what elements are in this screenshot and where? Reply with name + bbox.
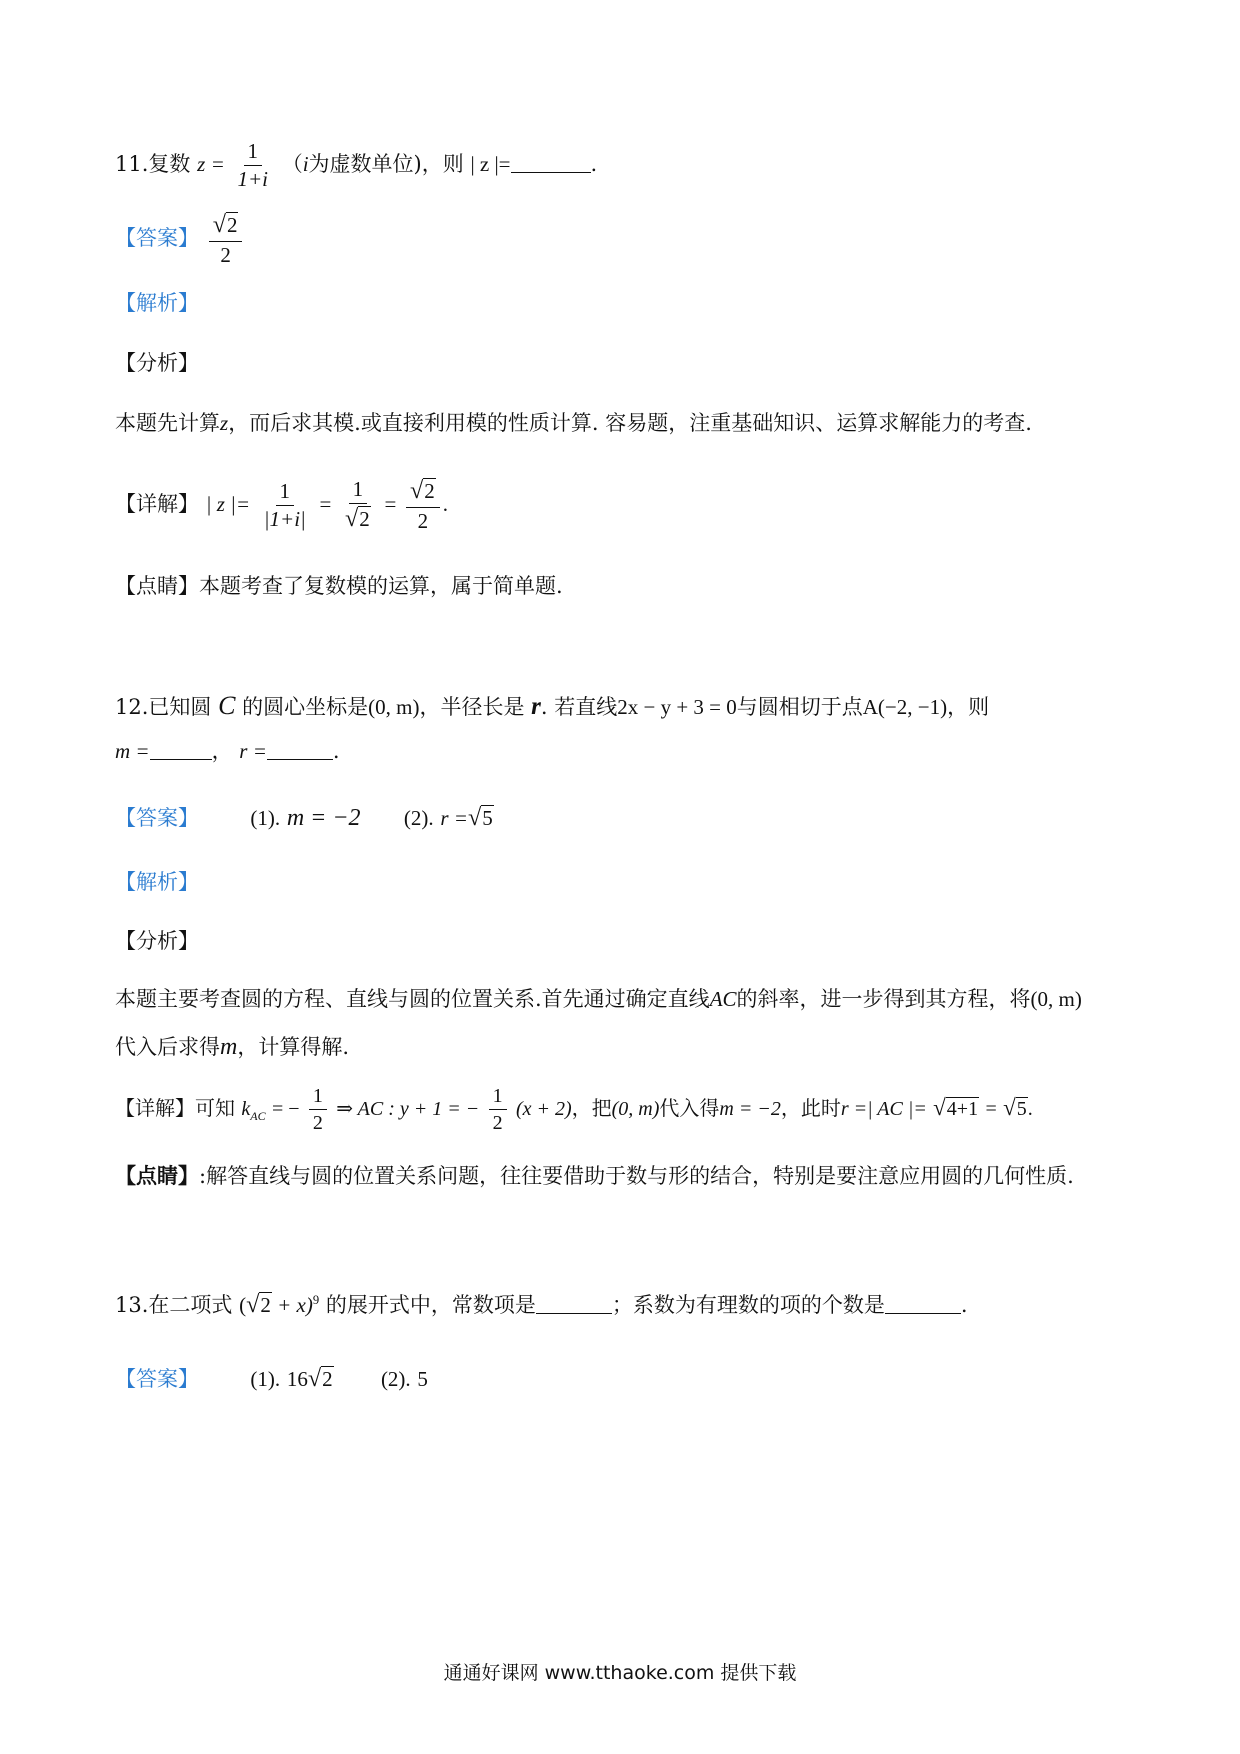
comment-label: 【点睛】 [115, 574, 199, 598]
q11-fenxi-label: 【分析】 [115, 351, 199, 375]
answer-label: 【答案】 [115, 806, 199, 830]
q11-stem: 11.复数 z = $\frac{1}{1+i}$ （i为虚数单位)，则 | z |= . [115, 139, 598, 192]
answer-blank [150, 741, 212, 760]
q12-detail: 【详解】可知 $k_{AC}$ = − $\frac{1}{2}$ ⇒ AC : y + 1 = − $\frac{1}{2}$ (x + 2)，把(0, m)代入得m = −2，此时r =| AC |= √4+1 = √5. [115, 1085, 1033, 1134]
q12-answer: 【答案】 (1). m = −2 (2). r =√5 [115, 804, 493, 831]
answer-blank [885, 1295, 961, 1314]
q12-fenxi-label: 【分析】 [115, 929, 199, 953]
q12-stem-line1: 12.已知圆 C 的圆心坐标是(0, m)，半径长是 r. 若直线2x − y + 3 = 0与圆相切于点A(−2, −1)，则 [115, 691, 990, 720]
q13-answer: 【答案】 (1). 16√2 (2). 5 [115, 1365, 428, 1392]
question-number: 11. [115, 152, 149, 177]
q12-stem-line2: m = ， r = . [115, 739, 340, 763]
question-number: 13. [115, 1293, 149, 1317]
q12-comment: 【点睛】:解答直线与圆的位置关系问题，往往要借助于数与形的结合，特别是要注意应用圆的几何性质. [115, 1163, 1074, 1188]
q11-detail: 【详解】 | z |= $\frac{1}{|1+i|}$ = $\frac{1}{√2}$ = $\frac{√2}{2}$ . [115, 477, 449, 533]
footer-watermark: 通通好课网 www.tthaoke.com 提供下载 [443, 1662, 797, 1684]
q11-analysis-label: 【解析】 [115, 291, 199, 315]
answer-blank [536, 1295, 612, 1314]
comment-label: 【点睛】 [115, 1163, 199, 1188]
answer-label: 【答案】 [115, 225, 199, 250]
answer-blank [511, 154, 591, 173]
q12-analysis-label: 【解析】 [115, 870, 199, 894]
answer-label: 【答案】 [115, 1367, 199, 1391]
answer-fraction: $\frac{√2}{2}$ [209, 212, 243, 267]
q11-fenxi-text: 本题先计算z，而后求其模.或直接利用模的性质计算. 容易题，注重基础知识、运算求解能力的考查. [115, 411, 1032, 435]
q11-answer [115, 212, 1130, 267]
detail-label: 【详解】 [115, 491, 199, 516]
answer-blank [267, 741, 333, 760]
fraction: $\frac{1}{1+i}$ [237, 139, 269, 192]
detail-label: 【详解】 [115, 1096, 195, 1120]
q12-fenxi-text-2: 代入后求得m，计算得解. [115, 1034, 350, 1060]
q11-comment: 【点睛】本题考查了复数模的运算，属于简单题. [115, 574, 563, 598]
question-number: 12. [115, 695, 149, 719]
q13-stem: 13.在二项式 $(√2 + x)^9$ 的展开式中，常数项是 ；系数为有理数的项的个数是 . [115, 1291, 968, 1318]
q12-fenxi-text: 本题主要考查圆的方程、直线与圆的位置关系.首先通过确定直线AC的斜率，进一步得到其方程，将(0, m) [115, 987, 1082, 1011]
